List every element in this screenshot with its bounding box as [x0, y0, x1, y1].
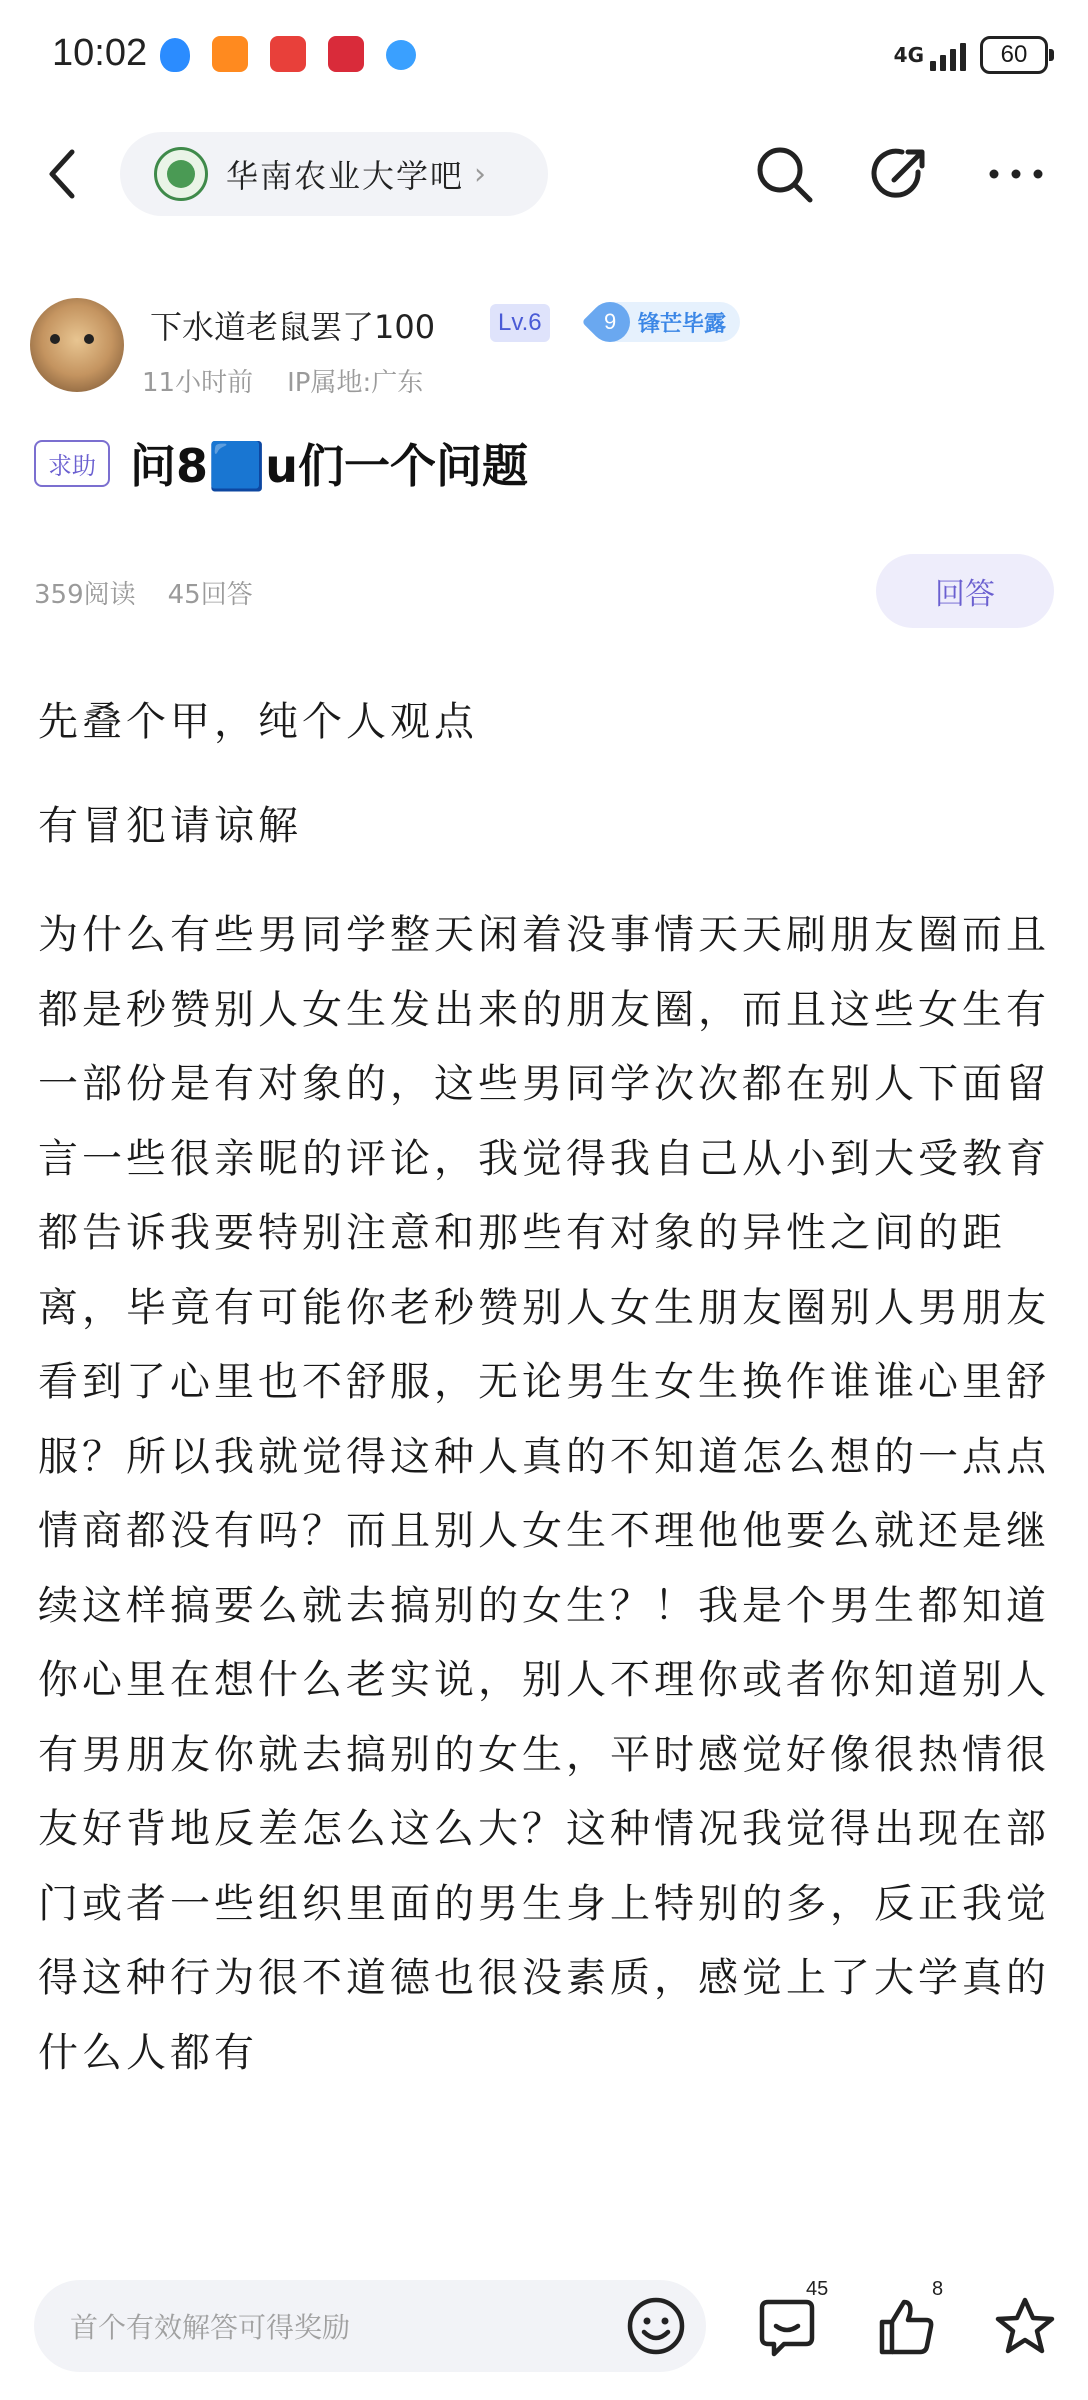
emoji-button[interactable] [624, 2294, 688, 2358]
read-count: 359阅读 [34, 580, 136, 610]
answer-count: 45回答 [167, 580, 253, 610]
notification-app-icon [328, 36, 364, 72]
like-icon [874, 2294, 940, 2360]
status-indicators [894, 36, 1048, 74]
like-button[interactable] [874, 2294, 940, 2360]
network-type: 4G [893, 43, 924, 67]
answer-button[interactable]: 回答 [876, 554, 1054, 628]
author-name[interactable]: 下水道老鼠罢了100 [150, 308, 436, 346]
notification-app-icon [212, 36, 248, 72]
share-icon [868, 142, 932, 206]
like-count: 8 [932, 2278, 944, 2300]
comment-icon [754, 2294, 820, 2360]
reply-input[interactable]: 首个有效解答可得奖励 [34, 2280, 706, 2372]
post-stats [34, 574, 253, 611]
honor-level-icon [582, 294, 639, 351]
favorite-star-icon [992, 2294, 1058, 2360]
forum-link[interactable] [120, 132, 548, 216]
favorite-button[interactable] [992, 2294, 1058, 2360]
top-nav-bar [0, 130, 1088, 220]
notification-icons [160, 36, 416, 72]
ip-location: IP属地:广东 [287, 368, 424, 398]
notification-app-icon [386, 40, 416, 70]
level-badge: Lv.6 [490, 304, 550, 342]
author-info [30, 298, 1058, 398]
battery-level: 60 [1000, 41, 1028, 68]
help-tag: 求助 [34, 440, 110, 487]
security-app-icon [160, 38, 190, 72]
back-icon [40, 144, 90, 204]
status-bar [0, 0, 1088, 110]
post-time: 11小时前 [142, 368, 254, 398]
post-meta [142, 362, 423, 399]
comment-button[interactable] [754, 2294, 820, 2360]
honor-badge [590, 302, 740, 342]
paragraph: 先叠个甲，纯个人观点 [38, 699, 478, 745]
paragraph: 为什么有些男同学整天闲着没事情天天刷朋友圈而且都是秒赞别人女生发出来的朋友圈，而且这些女生有一部份是有对象的，这些男同学次次都在别人下面留言一些很亲昵的评论，我觉得我自己从小到大受教育都告诉我要特别注意和那些有对象的异性之间的距离，毕竟有可能你老秒赞别人女生朋友圈别人男朋友看到了心里也不舒服，无论男生女生换作谁谁心里舒服？所以我就觉得这种人真的不知道怎么想的一点点情商都没有吗？而且别人女生不理他他要么就还是继续这样搞要么就去搞别的女生？！我是个男生都知道你心里在想什么老实说，别人不理你或者你知道别人有男朋友你就去搞别的女生，平时感觉好像很热情很友好背地反差怎么这么大？这种情况我觉得出现在部门或者一些组织里面的男生身上特别的多，反正我觉得这种行为很不道德也很没素质，感觉上了大学真的什么人都有 [38, 912, 1050, 2076]
search-icon [752, 142, 816, 206]
more-icon [984, 142, 1048, 206]
title-row [34, 428, 528, 498]
search-button[interactable] [752, 142, 816, 206]
paragraph: 有冒犯请谅解 [38, 803, 302, 849]
honor-level: 9 [603, 309, 617, 334]
signal-icon [930, 39, 966, 71]
more-button[interactable] [984, 142, 1048, 206]
bottom-bar [0, 2250, 1088, 2400]
back-button[interactable] [40, 144, 90, 204]
chevron-right-icon: › [474, 156, 487, 192]
post-title: 问8🟦u们一个问题 [130, 439, 529, 493]
share-button[interactable] [868, 142, 932, 206]
honor-title: 锋芒毕露 [638, 311, 727, 337]
avatar[interactable] [30, 298, 124, 392]
notification-app-icon [270, 36, 306, 72]
forum-logo [154, 147, 208, 201]
nav-actions [752, 142, 1048, 206]
comment-count: 45 [806, 2278, 829, 2300]
emoji-icon [624, 2294, 688, 2358]
forum-name: 华南农业大学吧 [226, 157, 465, 195]
status-time: 10:02 [52, 32, 148, 74]
battery-icon [980, 36, 1048, 74]
